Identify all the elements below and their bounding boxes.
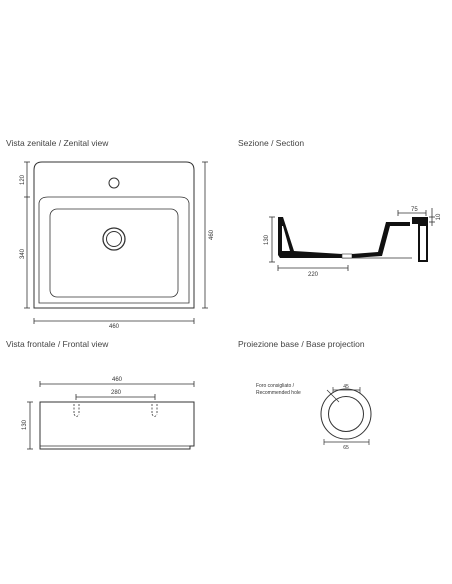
- basin-bowl: [50, 209, 178, 297]
- section-left-wall: [278, 217, 342, 258]
- base-view: [321, 387, 371, 445]
- base-hole: [329, 397, 364, 432]
- base-hole-note-line2: Recommended hole: [256, 390, 301, 396]
- section-right-wall: [352, 222, 410, 258]
- title-section-view: Sezione / Section: [238, 138, 305, 148]
- dim-top-width: 460: [108, 324, 120, 330]
- dim-front-holes: 280: [110, 390, 122, 396]
- dim-section-rim: 75: [411, 207, 418, 213]
- dim-top-tap-zone: 120: [20, 174, 26, 186]
- title-top-view: Vista zenitale / Zenital view: [6, 138, 109, 148]
- dim-base-outer: 65: [343, 445, 349, 451]
- dim-base-inner: 45: [343, 384, 349, 390]
- front-hole-left: [74, 404, 79, 417]
- title-base-view: Proiezione base / Base projection: [238, 339, 365, 349]
- basin-outline: [34, 162, 194, 308]
- title-front-view: Vista frontale / Frontal view: [6, 339, 109, 349]
- base-hole-note-line1: Foro consigliato /: [256, 383, 295, 389]
- section-view: [269, 208, 435, 271]
- dim-top-basin-depth: 340: [20, 248, 26, 260]
- dim-front-width: 460: [111, 377, 123, 383]
- dim-section-height: 130: [264, 234, 270, 246]
- top-view: [24, 162, 208, 324]
- tap-hole: [109, 178, 119, 188]
- front-body-outline: [40, 402, 194, 449]
- dim-section-bottom: 220: [307, 272, 319, 278]
- dim-front-height: 130: [22, 419, 28, 431]
- dim-section-wall: 10: [436, 213, 442, 221]
- drain-inner: [107, 232, 122, 247]
- dim-top-total-depth: 460: [209, 229, 215, 241]
- front-hole-right: [152, 404, 157, 417]
